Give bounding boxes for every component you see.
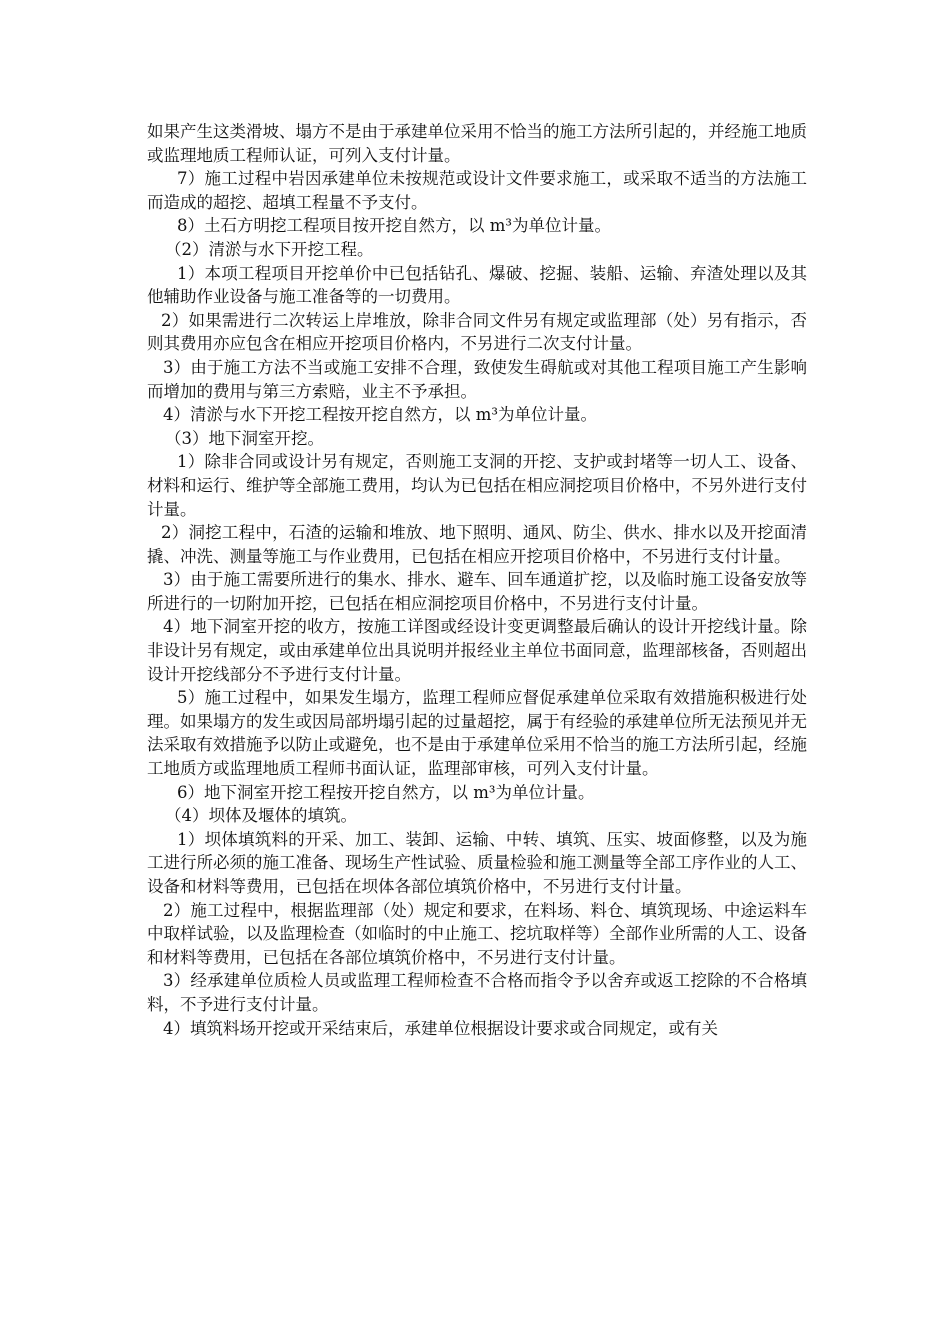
paragraph: 2）如果需进行二次转运上岸堆放，除非合同文件另有规定或监理部（处）另有指示，否则其费用亦应包含在相应开挖项目价格内，不另进行二次支付计量。	[147, 310, 807, 354]
paragraph: 4）清淤与水下开挖工程按开挖自然方，以 m³为单位计量。	[163, 405, 598, 425]
paragraph: 1）除非合同或设计另有规定，否则施工支洞的开挖、支护或封堵等一切人工、设备、材料和运行、维护等全部施工费用，均认为已包括在相应洞挖项目价格中，不另外进行支付计量。	[147, 452, 807, 519]
paragraph: 5）施工过程中，如果发生塌方，监理工程师应督促承建单位采取有效措施积极进行处理。如果塌方的发生或因局部坍塌引起的过量超挖，属于有经验的承建单位所无法预见并无法采取有效措施予以防止或避免，也不是由于承建单位采用不恰当的施工方法所引起，经施工地质方或监理地质工程师书面认证，监理部审核，可列入支付计量。	[147, 688, 807, 779]
section-heading: （2）清淤与水下开挖工程。	[165, 239, 374, 259]
paragraph: 2）洞挖工程中，石渣的运输和堆放、地下照明、通风、防尘、供水、排水以及开挖面清撬、冲洗、测量等施工与作业费用，已包括在相应开挖项目价格中，不另进行支付计量。	[147, 523, 807, 566]
paragraph: 8）土石方明挖工程项目按开挖自然方，以 m³为单位计量。	[177, 216, 612, 236]
paragraph: 3）由于施工需要所进行的集水、排水、避车、回车通道扩挖，以及临时施工设备安放等所进行的一切附加开挖，已包括在相应洞挖项目价格中，不另进行支付计量。	[147, 570, 807, 613]
paragraph: 3）经承建单位质检人员或监理工程师检查不合格而指令予以舍弃或返工挖除的不合格填料，不予进行支付计量。	[147, 971, 807, 1014]
paragraph: 6）地下洞室开挖工程按开挖自然方，以 m³为单位计量。	[177, 782, 595, 802]
paragraph: 3）由于施工方法不当或施工安排不合理，致使发生碍航或对其他工程项目施工产生影响而增加的费用与第三方索赔，业主不予承担。	[147, 357, 807, 401]
paragraph: 如果产生这类滑坡、塌方不是由于承建单位采用不恰当的施工方法所引起的，并经施工地质或监理地质工程师认证，可列入支付计量。	[147, 122, 807, 165]
section-heading: （3）地下洞室开挖。	[165, 428, 324, 448]
paragraph: 7）施工过程中岩因承建单位未按规范或设计文件要求施工，或采取不适当的方法施工而造成的超挖、超填工程量不予支付。	[147, 169, 807, 212]
paragraph: 2）施工过程中，根据监理部（处）规定和要求，在料场、料仓、填筑现场、中途运料车中取样试验，以及监理检查（如临时的中止施工、挖坑取样等）全部作业所需的人工、设备和材料等费用，已包括在各部位填筑价格中，不另进行支付计量。	[147, 900, 807, 967]
section-heading: （4）坝体及堰体的填筑。	[165, 806, 357, 826]
paragraph: 4）地下洞室开挖的收方，按施工详图或经设计变更调整最后确认的设计开挖线计量。除非设计另有规定，或由承建单位出具说明并报经业主单位书面同意，监理部核备，否则超出设计开挖线部分不予进行支付计量。	[147, 617, 807, 684]
paragraph: 1）坝体填筑料的开采、加工、装卸、运输、中转、填筑、压实、坡面修整，以及为施工进行所必须的施工准备、现场生产性试验、质量检验和施工测量等全部工序作业的人工、设备和材料等费用，已包括在坝体各部位填筑价格中，不另进行支付计量。	[147, 829, 807, 896]
paragraph: 1）本项工程项目开挖单价中已包括钻孔、爆破、挖掘、装船、运输、弃渣处理以及其他辅助作业设备与施工准备等的一切费用。	[147, 263, 807, 307]
paragraph: 4）填筑料场开挖或开采结束后，承建单位根据设计要求或合同规定，或有关	[163, 1018, 718, 1038]
body-text	[147, 120, 807, 1040]
